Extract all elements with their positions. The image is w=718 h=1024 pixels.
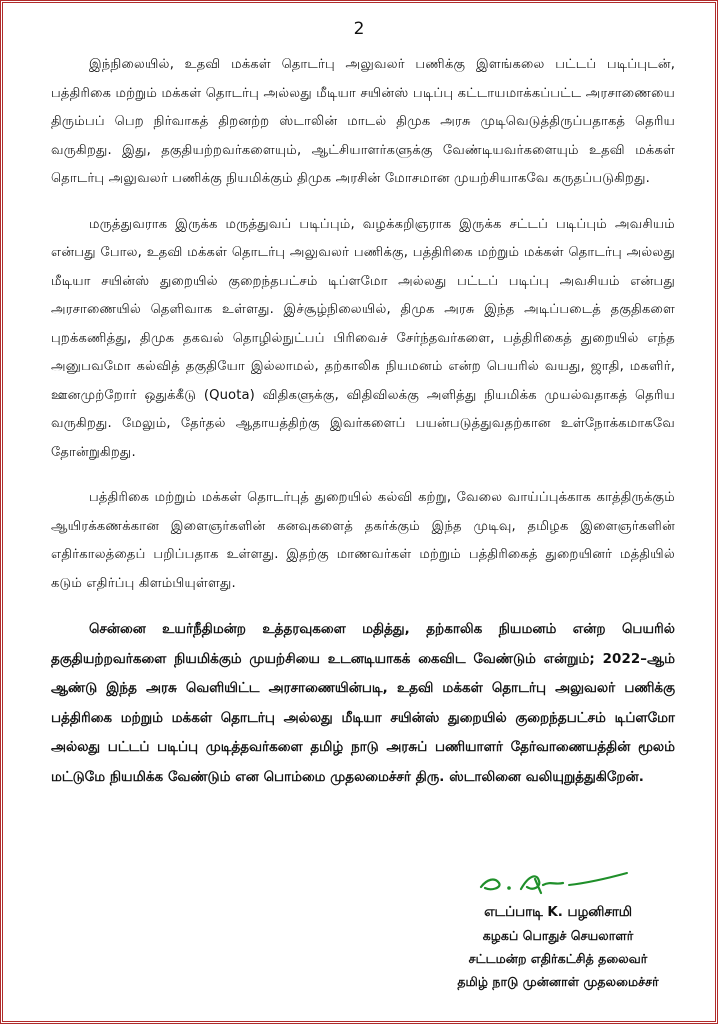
- signatory-title-opposition-leader: சட்டமன்ற எதிர்கட்சித் தலைவர்: [468, 951, 648, 966]
- paragraph-3: பத்திரிகை மற்றும் மக்கள் தொடர்புத் துறையில் கல்வி கற்று, வேலை வாய்ப்புக்காக காத்திருக்கும் ஆயிரக்கணக்கான இளைஞர்களின் கனவுகளைத் தகர்க்கும் இந்த முடிவு, தமிழக இளைஞர்களின் எதிர்காலத்தைப் பறிப்பதாக உள்ளது. இதற்கு மாணவர்கள் மற்றும் பத்திரிகைத் துறையினர் மத்தியில் கடும் எதிர்ப்பு கிளம்பியுள்ளது.: [51, 490, 675, 591]
- letter-body: [51, 51, 675, 809]
- signatory-title-former-cm: தமிழ் நாடு முன்னாள் முதலமைச்சர்: [457, 974, 659, 989]
- signature-scribble: [477, 869, 637, 897]
- handwritten-signature: [477, 869, 637, 897]
- signatory-block: [423, 901, 693, 993]
- signatory-title-general-secretary: கழகப் பொதுச் செயலாளர்: [482, 928, 634, 943]
- paragraph-4-demand: சென்னை உயர்நீதிமன்ற உத்தரவுகளை மதித்து, தற்காலிக நியமனம் என்ற பெயரில் தகுதியற்றவர்களை நியமிக்கும் முயற்சியை உடனடியாகக் கைவிட வேண்டும் என்றும்; 2022–ஆம் ஆண்டு இந்த அரசு வெளியிட்ட அரசாணையின்படி, உதவி மக்கள் தொடர்பு அலுவலர் பணிக்கு பத்திரிகை மற்றும் மக்கள் தொடர்பு அல்லது மீடியா சயின்ஸ் துறையில் குறைந்தபட்சம் டிப்ளமோ அல்லது பட்டப் படிப்பு முடித்தவர்களை தமிழ் நாடு அரசுப் பணியாளர் தேர்வாணையத்தின் மூலம் மட்டுமே நியமிக்க வேண்டும் என பொம்மை முதலமைச்சர் திரு. ஸ்டாலினை வலியுறுத்துகிறேன்.: [51, 622, 675, 785]
- paragraph-2: மருத்துவராக இருக்க மருத்துவப் படிப்பும், வழக்கறிஞராக இருக்க சட்டப் படிப்பும் அவசியம் என்பது போல, உதவி மக்கள் தொடர்பு அலுவலர் பணிக்கு, பத்திரிகை மற்றும் மக்கள் தொடர்பு அல்லது மீடியா சயின்ஸ் துறையில் குறைந்தபட்சம் டிப்ளமோ அல்லது பட்டப் படிப்பு அவசியம் என்பது அரசாணையில் தெளிவாக உள்ளது. இச்சூழ்நிலையில், திமுக அரசு இந்த அடிப்படைத் தகுதிகளை புறக்கணித்து, திமுக தகவல் தொழில்நுட்பப் பிரிவைச் சேர்ந்தவர்களை, பத்திரிகைத் துறையில் எந்த அனுபவமோ கல்வித் தகுதியோ இல்லாமல், தற்காலிக நியமனம் என்ற பெயரில் வயது, ஜாதி, மகளிர், ஊனமுற்றோர் ஒதுக்கீடு (Quota) விதிகளுக்கு, விதிவிலக்கு அளித்து நியமிக்க முயல்வதாகத் தெரிய வருகிறது. மேலும், தேர்தல் ஆதாயத்திற்கு இவர்களைப் பயன்படுத்துவதற்கான உள்நோக்கமாகவே தோன்றுகிறது.: [51, 216, 675, 460]
- paragraph-1: இந்நிலையில், உதவி மக்கள் தொடர்பு அலுவலர் பணிக்கு இளங்கலை பட்டப் படிப்புடன், பத்திரிகை மற்றும் மக்கள் தொடர்பு அல்லது மீடியா சயின்ஸ் படிப்பு கட்டாயமாக்கப்பட்ட அரசாணையை திரும்பப் பெற நிர்வாகத் திறனற்ற ஸ்டாலின் மாடல் திமுக அரசு முடிவெடுத்திருப்பதாகத் தெரிய வருகிறது. இது, தகுதியற்றவர்களையும், ஆட்சியாளர்களுக்கு வேண்டியவர்களையும் உதவி மக்கள் தொடர்பு அலுவலர் பணிக்கு நியமிக்கும் திமுக அரசின் மோசமான முயற்சியாகவே கருதப்படுகிறது.: [51, 57, 675, 186]
- page-number: 2: [353, 19, 365, 39]
- signatory-name: எடப்பாடி K. பழனிசாமி: [484, 905, 632, 920]
